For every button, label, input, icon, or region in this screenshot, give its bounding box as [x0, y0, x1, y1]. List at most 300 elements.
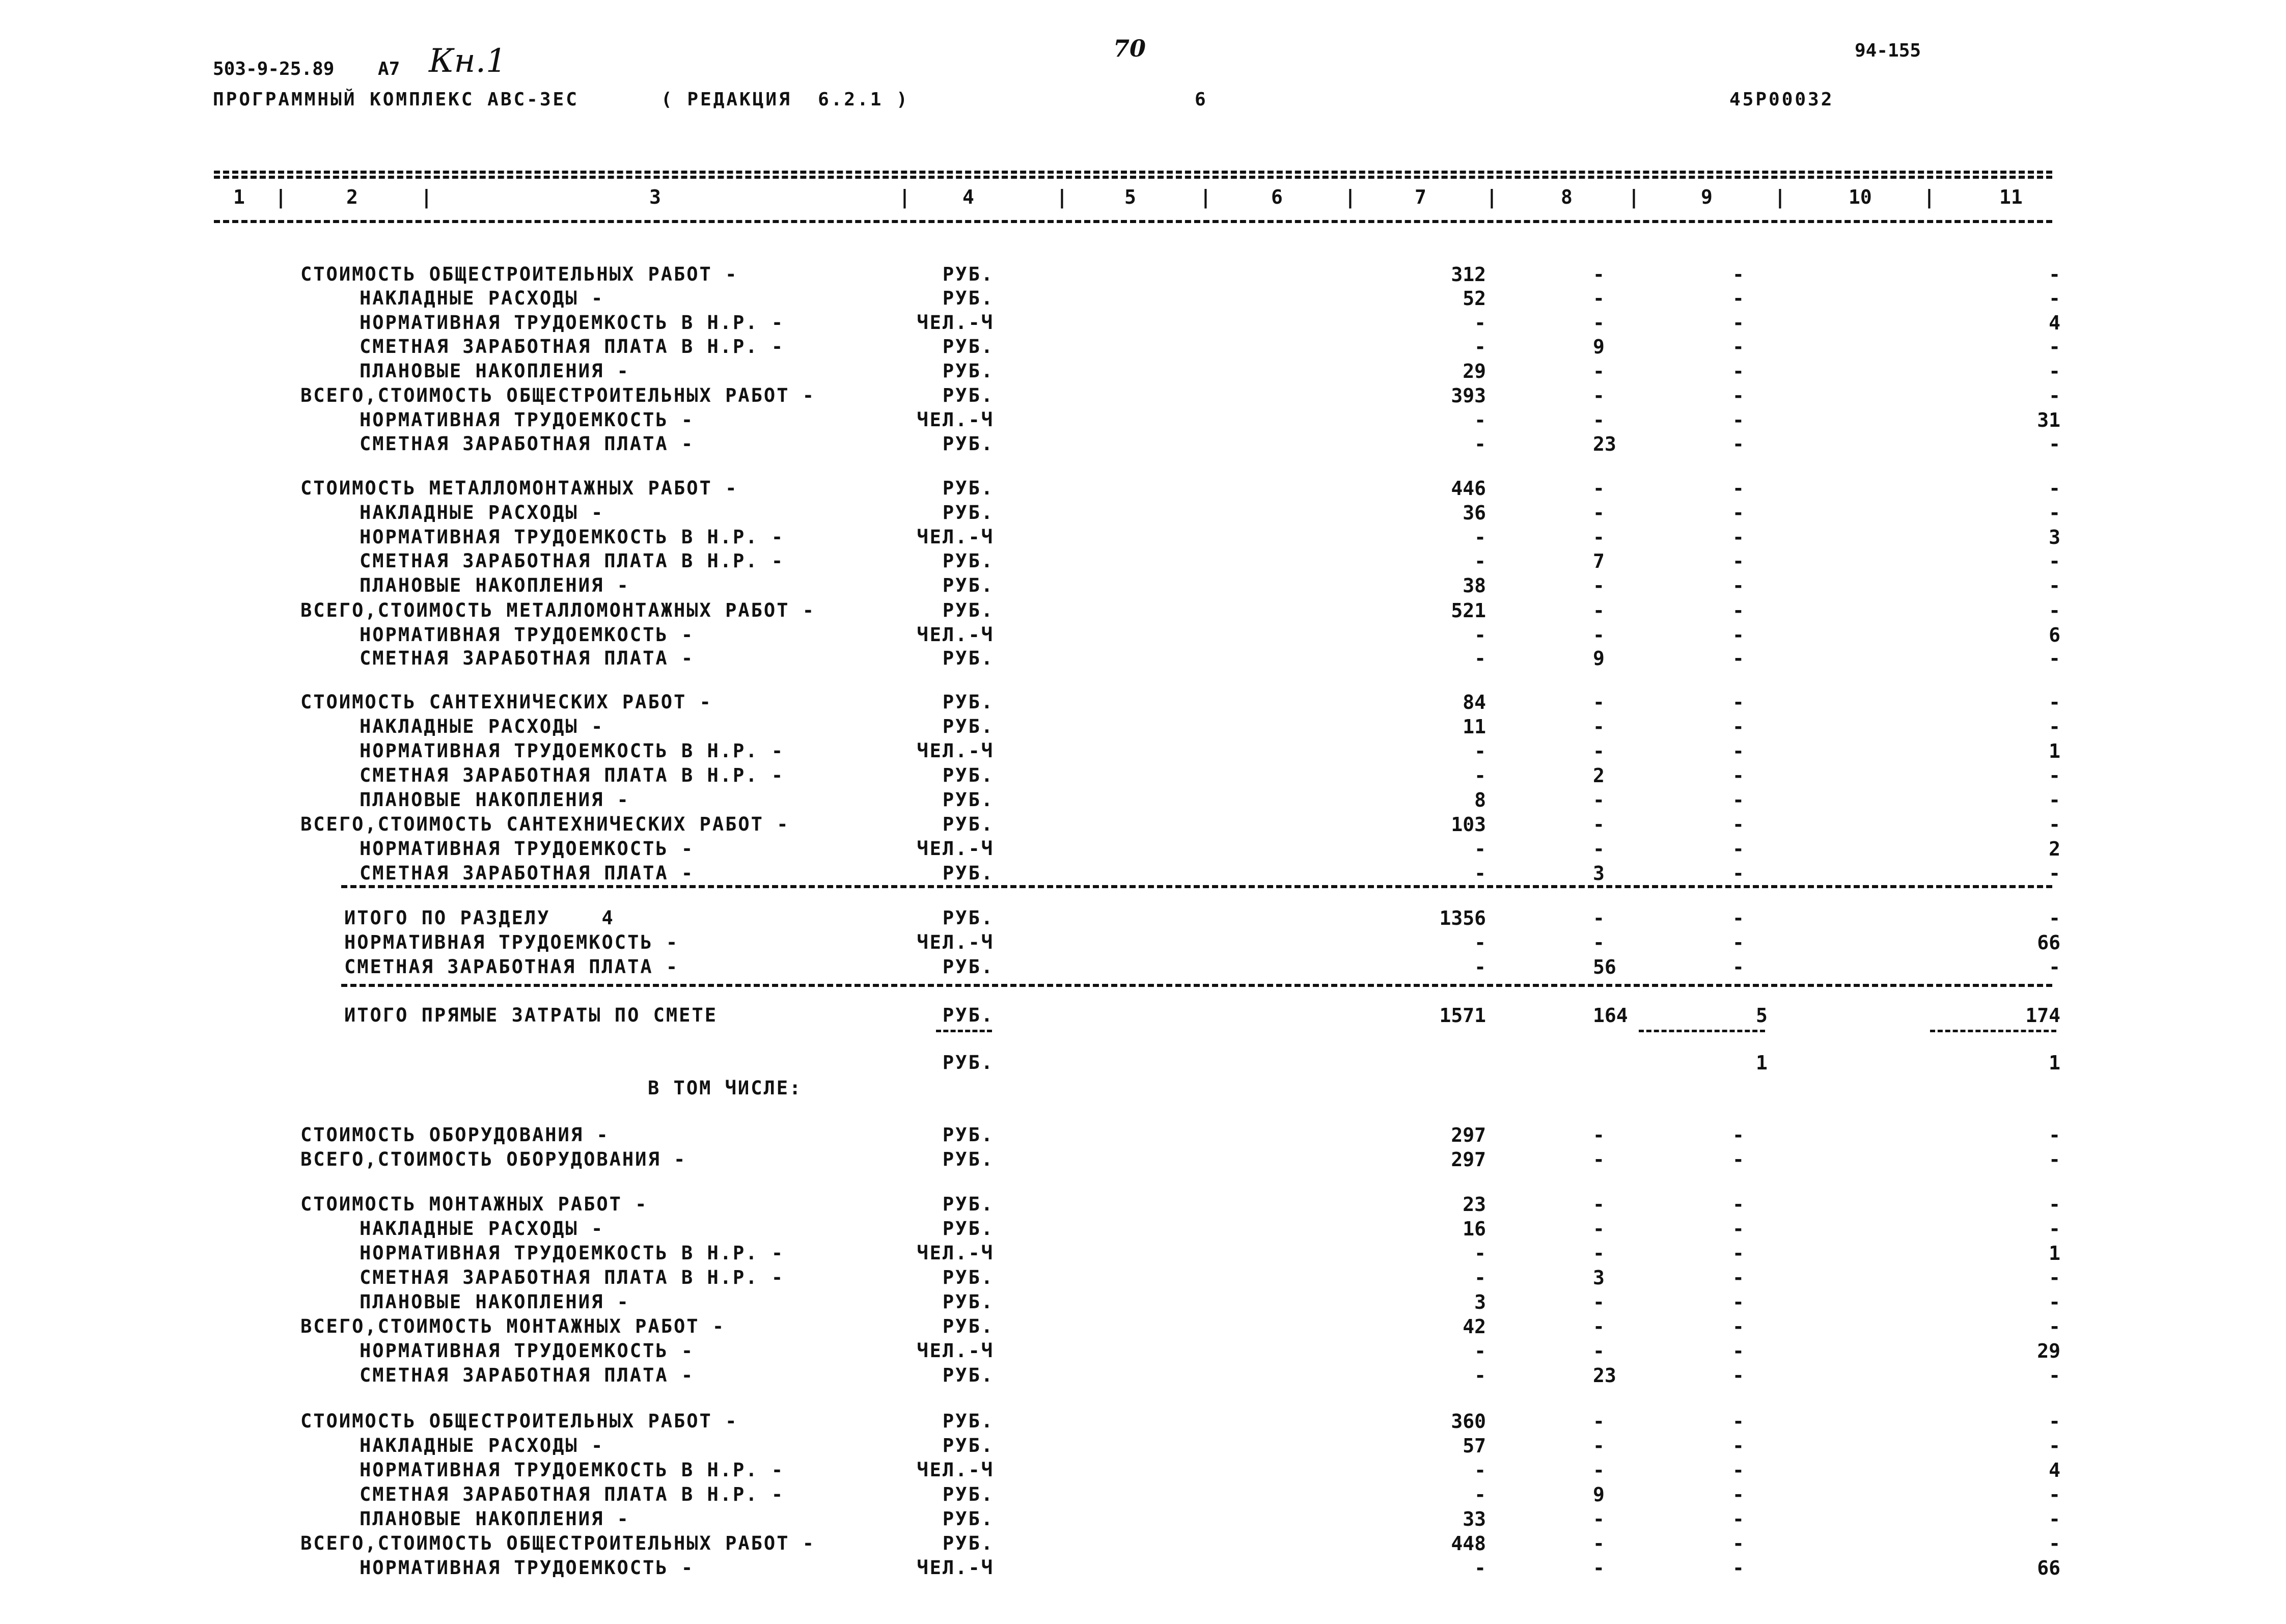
row-unit: РУБ.: [942, 956, 994, 978]
column-separator: |: [1344, 186, 1356, 208]
row-col7: 11: [1463, 715, 1486, 738]
row-unit: ЧЕЛ.-Ч: [917, 1340, 994, 1362]
row-col9: -: [1732, 1242, 1744, 1264]
row-label: ПЛАНОВЫЕ НАКОПЛЕНИЯ -: [360, 574, 630, 596]
row-col7: -: [1474, 433, 1486, 455]
row-col9: -: [1732, 862, 1744, 885]
row-col7: 446: [1451, 477, 1486, 500]
row-unit: РУБ.: [942, 477, 994, 499]
section-rule-2: [341, 984, 2052, 987]
row-col11: -: [2049, 1410, 2060, 1433]
row-label: ИТОГО ПРЯМЫЕ ЗАТРАТЫ ПО СМЕТЕ: [344, 1004, 718, 1026]
row-col7: -: [1474, 1340, 1486, 1362]
row-col9: -: [1732, 526, 1744, 548]
row-col11: -: [2049, 336, 2060, 358]
row-col7: 1571: [1439, 1004, 1486, 1027]
handwritten-book-note: Кн.1: [429, 42, 507, 80]
row-label: НОРМАТИВНАЯ ТРУДОЕМКОСТЬ В Н.Р. -: [360, 1242, 785, 1264]
row-col7: -: [1474, 409, 1486, 431]
row-unit: ЧЕЛ.-Ч: [917, 312, 994, 334]
row-label: СТОИМОСТЬ ОБЩЕСТРОИТЕЛЬНЫХ РАБОТ -: [300, 1410, 738, 1432]
row-unit: РУБ.: [942, 1483, 994, 1505]
row-label: НОРМАТИВНАЯ ТРУДОЕМКОСТЬ -: [360, 409, 695, 431]
row-col7: 42: [1463, 1315, 1486, 1338]
album-code: А7: [378, 59, 400, 79]
row-col9: -: [1732, 574, 1744, 597]
row-col8: -: [1593, 1459, 1605, 1481]
row-col7: 297: [1451, 1148, 1486, 1171]
row-unit: РУБ.: [942, 550, 994, 572]
row-col7: 29: [1463, 360, 1486, 382]
row-col7: 57: [1463, 1435, 1486, 1457]
row-col7: -: [1474, 624, 1486, 646]
row-col9: -: [1732, 1148, 1744, 1171]
row-label: СТОИМОСТЬ ОБЩЕСТРОИТЕЛЬНЫХ РАБОТ -: [300, 263, 738, 285]
row-col8: -: [1593, 1410, 1605, 1433]
row-col8: -: [1593, 624, 1605, 646]
row-col8: -: [1593, 838, 1605, 860]
row-unit: РУБ.: [942, 1004, 994, 1026]
row-col11: -: [2049, 907, 2060, 929]
right-code: 94-155: [1855, 40, 1921, 61]
row-unit: РУБ.: [942, 907, 994, 929]
row-col11: -: [2049, 764, 2060, 787]
row-col7: 103: [1451, 813, 1486, 836]
row-col9: -: [1732, 502, 1744, 524]
row-col9: -: [1732, 1340, 1744, 1362]
row-col9: -: [1732, 764, 1744, 787]
row-col8: -: [1593, 574, 1605, 597]
row-label: НАКЛАДНЫЕ РАСХОДЫ -: [360, 715, 604, 737]
row-col8: -: [1593, 477, 1605, 500]
row-col7: 84: [1463, 691, 1486, 713]
row-label: СТОИМОСТЬ МЕТАЛЛОМОНТАЖНЫХ РАБОТ -: [300, 477, 738, 499]
row-col8: -: [1593, 1291, 1605, 1313]
row-col7: -: [1474, 862, 1486, 885]
row-label: ВСЕГО,СТОИМОСТЬ МЕТАЛЛОМОНТАЖНЫХ РАБОТ -: [300, 599, 816, 621]
row-col7: 23: [1463, 1193, 1486, 1216]
row-col11: -: [2049, 502, 2060, 524]
row-col11: 66: [2037, 931, 2060, 954]
row-label: НОРМАТИВНАЯ ТРУДОЕМКОСТЬ -: [360, 838, 695, 860]
row-unit: РУБ.: [942, 502, 994, 524]
row-col9: -: [1732, 838, 1744, 860]
row-col8: -: [1593, 1124, 1605, 1146]
row-col8: 9: [1593, 1483, 1605, 1506]
row-col9: 1: [1756, 1052, 1768, 1074]
row-col8: -: [1593, 715, 1605, 738]
column-separator: |: [1200, 186, 1211, 208]
row-unit: РУБ.: [942, 647, 994, 669]
row-col9: -: [1732, 1218, 1744, 1240]
row-col8: 9: [1593, 647, 1605, 670]
row-col7: 38: [1463, 574, 1486, 597]
row-label: СМЕТНАЯ ЗАРАБОТНАЯ ПЛАТА В Н.Р. -: [360, 1267, 785, 1288]
row-col9: -: [1732, 907, 1744, 929]
row-col8: -: [1593, 287, 1605, 310]
column-number: 5: [1124, 186, 1136, 208]
row-col8: 9: [1593, 336, 1605, 358]
row-col7: -: [1474, 526, 1486, 548]
row-col8: 3: [1593, 1267, 1605, 1289]
row-label: СМЕТНАЯ ЗАРАБОТНАЯ ПЛАТА -: [360, 862, 695, 884]
row-label: НОРМАТИВНАЯ ТРУДОЕМКОСТЬ -: [360, 1557, 695, 1579]
row-col11: 2: [2049, 838, 2060, 860]
column-separator: |: [1774, 186, 1786, 208]
column-number: 1: [233, 186, 245, 208]
row-col7: -: [1474, 931, 1486, 954]
row-unit: РУБ.: [942, 691, 994, 713]
row-col8: -: [1593, 384, 1605, 407]
row-label: СМЕТНАЯ ЗАРАБОТНАЯ ПЛАТА -: [344, 956, 679, 978]
row-col8: -: [1593, 789, 1605, 811]
row-col8: 23: [1593, 1364, 1616, 1387]
top-rule-2: [214, 176, 2052, 179]
row-label: СМЕТНАЯ ЗАРАБОТНАЯ ПЛАТА -: [360, 1364, 695, 1386]
row-label: ВСЕГО,СТОИМОСТЬ ОБЩЕСТРОИТЕЛЬНЫХ РАБОТ -: [300, 1532, 816, 1554]
row-col9: -: [1732, 691, 1744, 713]
column-number: 4: [962, 186, 974, 208]
row-col11: -: [2049, 1267, 2060, 1289]
row-unit: ЧЕЛ.-Ч: [917, 409, 994, 431]
row-label: НАКЛАДНЫЕ РАСХОДЫ -: [360, 1218, 604, 1240]
row-col8: -: [1593, 1148, 1605, 1171]
underline-unit: [936, 1030, 992, 1032]
row-col11: -: [2049, 789, 2060, 811]
row-col9: -: [1732, 336, 1744, 358]
row-col7: 1356: [1439, 907, 1486, 929]
row-col11: -: [2049, 1435, 2060, 1457]
row-col9: -: [1732, 384, 1744, 407]
row-col11: -: [2049, 1291, 2060, 1313]
row-col11: -: [2049, 647, 2060, 670]
row-col11: 6: [2049, 624, 2060, 646]
row-label: НОРМАТИВНАЯ ТРУДОЕМКОСТЬ В Н.Р. -: [360, 312, 785, 334]
sheet-number: 6: [1195, 89, 1208, 110]
row-col7: -: [1474, 740, 1486, 762]
doc-code: 503-9-25.89: [213, 59, 335, 79]
row-col8: 7: [1593, 550, 1605, 572]
row-label: НОРМАТИВНАЯ ТРУДОЕМКОСТЬ В Н.Р. -: [360, 740, 785, 762]
row-col8: -: [1593, 1508, 1605, 1530]
row-col11: -: [2049, 550, 2060, 572]
row-col11: 174: [2025, 1004, 2060, 1027]
row-col9: -: [1732, 599, 1744, 622]
row-col8: -: [1593, 502, 1605, 524]
row-col8: -: [1593, 1340, 1605, 1362]
row-col8: -: [1593, 1435, 1605, 1457]
row-col11: 1: [2049, 1052, 2060, 1074]
row-col8: -: [1593, 1532, 1605, 1555]
row-unit: РУБ.: [942, 1410, 994, 1432]
row-col7: -: [1474, 1557, 1486, 1579]
row-col9: -: [1732, 624, 1744, 646]
row-col7: -: [1474, 647, 1486, 670]
row-col8: 2: [1593, 764, 1605, 787]
row-unit: ЧЕЛ.-Ч: [917, 740, 994, 762]
row-col9: -: [1732, 1124, 1744, 1146]
row-label: ПЛАНОВЫЕ НАКОПЛЕНИЯ -: [360, 1508, 630, 1530]
row-col9: -: [1732, 956, 1744, 978]
row-col8: -: [1593, 526, 1605, 548]
row-col7: -: [1474, 1483, 1486, 1506]
row-unit: РУБ.: [942, 1532, 994, 1554]
row-col8: 164: [1593, 1004, 1628, 1027]
row-label: ПЛАНОВЫЕ НАКОПЛЕНИЯ -: [360, 1291, 630, 1313]
row-col11: 4: [2049, 1459, 2060, 1481]
column-number: 3: [649, 186, 661, 208]
row-col9: -: [1732, 477, 1744, 500]
row-unit: ЧЕЛ.-Ч: [917, 931, 994, 953]
row-col11: -: [2049, 574, 2060, 597]
row-unit: ЧЕЛ.-Ч: [917, 1557, 994, 1579]
row-unit: РУБ.: [942, 336, 994, 357]
row-label: НОРМАТИВНАЯ ТРУДОЕМКОСТЬ В Н.Р. -: [360, 526, 785, 548]
row-unit: РУБ.: [942, 599, 994, 621]
row-col11: -: [2049, 433, 2060, 455]
row-col8: -: [1593, 1315, 1605, 1338]
row-col7: 521: [1451, 599, 1486, 622]
row-unit: РУБ.: [942, 1052, 994, 1074]
program-title: ПРОГРАММНЫЙ КОМПЛЕКС АВС-3ЕС: [213, 89, 579, 110]
row-col8: -: [1593, 1242, 1605, 1264]
row-col8: -: [1593, 931, 1605, 954]
row-unit: РУБ.: [942, 1218, 994, 1240]
row-col11: -: [2049, 956, 2060, 978]
column-number: 6: [1271, 186, 1283, 208]
top-rule: [214, 171, 2052, 174]
row-label: ПЛАНОВЫЕ НАКОПЛЕНИЯ -: [360, 360, 630, 382]
row-col11: 1: [2049, 1242, 2060, 1264]
row-col7: -: [1474, 550, 1486, 572]
row-unit: РУБ.: [942, 1508, 994, 1530]
column-separator: |: [1056, 186, 1068, 208]
row-col7: -: [1474, 1267, 1486, 1289]
column-number: 8: [1561, 186, 1573, 208]
row-col9: -: [1732, 1483, 1744, 1506]
row-col8: 23: [1593, 433, 1616, 455]
row-col11: -: [2049, 263, 2060, 286]
row-col8: -: [1593, 263, 1605, 286]
row-col11: 29: [2037, 1340, 2060, 1362]
row-col8: -: [1593, 1193, 1605, 1216]
row-col8: -: [1593, 813, 1605, 836]
row-label: НОРМАТИВНАЯ ТРУДОЕМКОСТЬ В Н.Р. -: [360, 1459, 785, 1481]
header-bottom-rule: [214, 220, 2052, 223]
row-col11: 1: [2049, 740, 2060, 762]
row-col11: -: [2049, 1315, 2060, 1338]
row-label: ВСЕГО,СТОИМОСТЬ МОНТАЖНЫХ РАБОТ -: [300, 1315, 726, 1337]
row-col8: -: [1593, 740, 1605, 762]
row-col9: -: [1732, 789, 1744, 811]
row-label: НОРМАТИВНАЯ ТРУДОЕМКОСТЬ -: [360, 1340, 695, 1362]
row-col9: -: [1732, 409, 1744, 431]
column-separator: |: [421, 186, 432, 208]
row-col7: 16: [1463, 1218, 1486, 1240]
row-label: СМЕТНАЯ ЗАРАБОТНАЯ ПЛАТА В Н.Р. -: [360, 1483, 785, 1505]
row-col7: -: [1474, 1459, 1486, 1481]
row-unit: РУБ.: [942, 715, 994, 737]
row-unit: ЧЕЛ.-Ч: [917, 526, 994, 548]
column-separator: |: [1628, 186, 1640, 208]
row-col9: -: [1732, 1291, 1744, 1313]
row-col9: -: [1732, 931, 1744, 954]
row-label: НАКЛАДНЫЕ РАСХОДЫ -: [360, 1435, 604, 1456]
row-unit: РУБ.: [942, 360, 994, 382]
row-unit: РУБ.: [942, 1315, 994, 1337]
row-unit: ЧЕЛ.-Ч: [917, 624, 994, 646]
row-col7: 52: [1463, 287, 1486, 310]
row-col7: -: [1474, 1364, 1486, 1387]
row-col11: -: [2049, 691, 2060, 713]
row-col9: -: [1732, 312, 1744, 334]
row-unit: РУБ.: [942, 789, 994, 811]
row-col7: 33: [1463, 1508, 1486, 1530]
row-col11: -: [2049, 384, 2060, 407]
row-col7: -: [1474, 336, 1486, 358]
row-col7: -: [1474, 956, 1486, 978]
document-id: 45Р00032: [1729, 89, 1834, 110]
row-col7: -: [1474, 1242, 1486, 1264]
row-unit: РУБ.: [942, 862, 994, 884]
row-label: ИТОГО ПО РАЗДЕЛУ 4: [344, 907, 615, 929]
row-col7: 3: [1474, 1291, 1486, 1313]
row-col8: 3: [1593, 862, 1605, 885]
row-col9: -: [1732, 550, 1744, 572]
row-label: ВСЕГО,СТОИМОСТЬ САНТЕХНИЧЕСКИХ РАБОТ -: [300, 813, 790, 835]
column-separator: |: [275, 186, 287, 208]
row-label: СМЕТНАЯ ЗАРАБОТНАЯ ПЛАТА В Н.Р. -: [360, 764, 785, 786]
row-col9: -: [1732, 360, 1744, 382]
row-col9: -: [1732, 1557, 1744, 1579]
row-col9: -: [1732, 287, 1744, 310]
row-col7: 36: [1463, 502, 1486, 524]
row-label: СМЕТНАЯ ЗАРАБОТНАЯ ПЛАТА -: [360, 647, 695, 669]
row-col11: -: [2049, 1218, 2060, 1240]
row-label: СМЕТНАЯ ЗАРАБОТНАЯ ПЛАТА В Н.Р. -: [360, 336, 785, 357]
row-col7: -: [1474, 312, 1486, 334]
row-col9: -: [1732, 1315, 1744, 1338]
row-unit: РУБ.: [942, 263, 994, 285]
row-unit: ЧЕЛ.-Ч: [917, 1242, 994, 1264]
row-col7: 8: [1474, 789, 1486, 811]
column-number: 11: [1999, 186, 2023, 208]
row-col9: -: [1732, 1410, 1744, 1433]
row-col7: 360: [1451, 1410, 1486, 1433]
row-col9: -: [1732, 740, 1744, 762]
column-separator: |: [899, 186, 911, 208]
column-number: 2: [346, 186, 358, 208]
row-col7: 448: [1451, 1532, 1486, 1555]
row-label: СМЕТНАЯ ЗАРАБОТНАЯ ПЛАТА -: [360, 433, 695, 455]
row-col9: -: [1732, 1267, 1744, 1289]
row-col8: -: [1593, 360, 1605, 382]
row-col9: -: [1732, 263, 1744, 286]
row-label: НОРМАТИВНАЯ ТРУДОЕМКОСТЬ -: [344, 931, 679, 953]
row-col8: 56: [1593, 956, 1616, 978]
row-unit: РУБ.: [942, 764, 994, 786]
row-col11: -: [2049, 1148, 2060, 1171]
row-col9: -: [1732, 1508, 1744, 1530]
row-unit: РУБ.: [942, 287, 994, 309]
row-unit: РУБ.: [942, 1435, 994, 1456]
row-col8: -: [1593, 691, 1605, 713]
column-number: 7: [1415, 186, 1426, 208]
row-unit: РУБ.: [942, 574, 994, 596]
row-col11: 3: [2049, 526, 2060, 548]
row-col11: 66: [2037, 1557, 2060, 1579]
row-unit: РУБ.: [942, 1267, 994, 1288]
row-label: СТОИМОСТЬ ОБОРУДОВАНИЯ -: [300, 1124, 610, 1146]
row-col8: -: [1593, 312, 1605, 334]
row-unit: РУБ.: [942, 1124, 994, 1146]
row-col9: -: [1732, 1532, 1744, 1555]
row-col9: -: [1732, 1193, 1744, 1216]
row-col11: -: [2049, 1483, 2060, 1506]
column-separator: |: [1923, 186, 1935, 208]
row-label: СТОИМОСТЬ МОНТАЖНЫХ РАБОТ -: [300, 1193, 648, 1215]
row-label: НАКЛАДНЫЕ РАСХОДЫ -: [360, 287, 604, 309]
row-unit: РУБ.: [942, 384, 994, 406]
row-label: ПЛАНОВЫЕ НАКОПЛЕНИЯ -: [360, 789, 630, 811]
row-unit: ЧЕЛ.-Ч: [917, 1459, 994, 1481]
row-unit: РУБ.: [942, 1193, 994, 1215]
row-label: В ТОМ ЧИСЛЕ:: [648, 1077, 803, 1099]
row-col11: -: [2049, 1193, 2060, 1216]
row-col11: -: [2049, 360, 2060, 382]
row-col11: 31: [2037, 409, 2060, 431]
row-col11: -: [2049, 599, 2060, 622]
row-col9: -: [1732, 813, 1744, 836]
row-col11: -: [2049, 1364, 2060, 1387]
row-col7: 297: [1451, 1124, 1486, 1146]
row-col11: -: [2049, 1124, 2060, 1146]
row-col11: -: [2049, 1508, 2060, 1530]
row-col8: -: [1593, 907, 1605, 929]
row-label: ВСЕГО,СТОИМОСТЬ ОБОРУДОВАНИЯ -: [300, 1148, 687, 1170]
row-col7: -: [1474, 838, 1486, 860]
row-label: ВСЕГО,СТОИМОСТЬ ОБЩЕСТРОИТЕЛЬНЫХ РАБОТ -: [300, 384, 816, 406]
row-col11: -: [2049, 1532, 2060, 1555]
row-unit: РУБ.: [942, 813, 994, 835]
row-col8: -: [1593, 599, 1605, 622]
row-unit: РУБ.: [942, 1364, 994, 1386]
row-col9: -: [1732, 715, 1744, 738]
edition: ( РЕДАКЦИЯ 6.2.1 ): [661, 89, 910, 110]
row-unit: ЧЕЛ.-Ч: [917, 838, 994, 860]
column-separator: |: [1486, 186, 1498, 208]
row-col11: 4: [2049, 312, 2060, 334]
row-col9: -: [1732, 1364, 1744, 1387]
row-col9: -: [1732, 647, 1744, 670]
row-label: СТОИМОСТЬ САНТЕХНИЧЕСКИХ РАБОТ -: [300, 691, 712, 713]
row-unit: РУБ.: [942, 1291, 994, 1313]
section-rule-1: [341, 885, 2052, 888]
row-col11: -: [2049, 813, 2060, 836]
row-col7: 393: [1451, 384, 1486, 407]
row-col11: -: [2049, 715, 2060, 738]
row-col9: -: [1732, 1435, 1744, 1457]
column-number: 9: [1701, 186, 1713, 208]
row-col8: -: [1593, 1557, 1605, 1579]
row-unit: РУБ.: [942, 433, 994, 455]
row-col11: -: [2049, 477, 2060, 500]
row-label: НАКЛАДНЫЕ РАСХОДЫ -: [360, 502, 604, 524]
row-col7: 312: [1451, 263, 1486, 286]
underline-c11: [1930, 1030, 2056, 1032]
row-col11: -: [2049, 862, 2060, 885]
row-unit: РУБ.: [942, 1148, 994, 1170]
